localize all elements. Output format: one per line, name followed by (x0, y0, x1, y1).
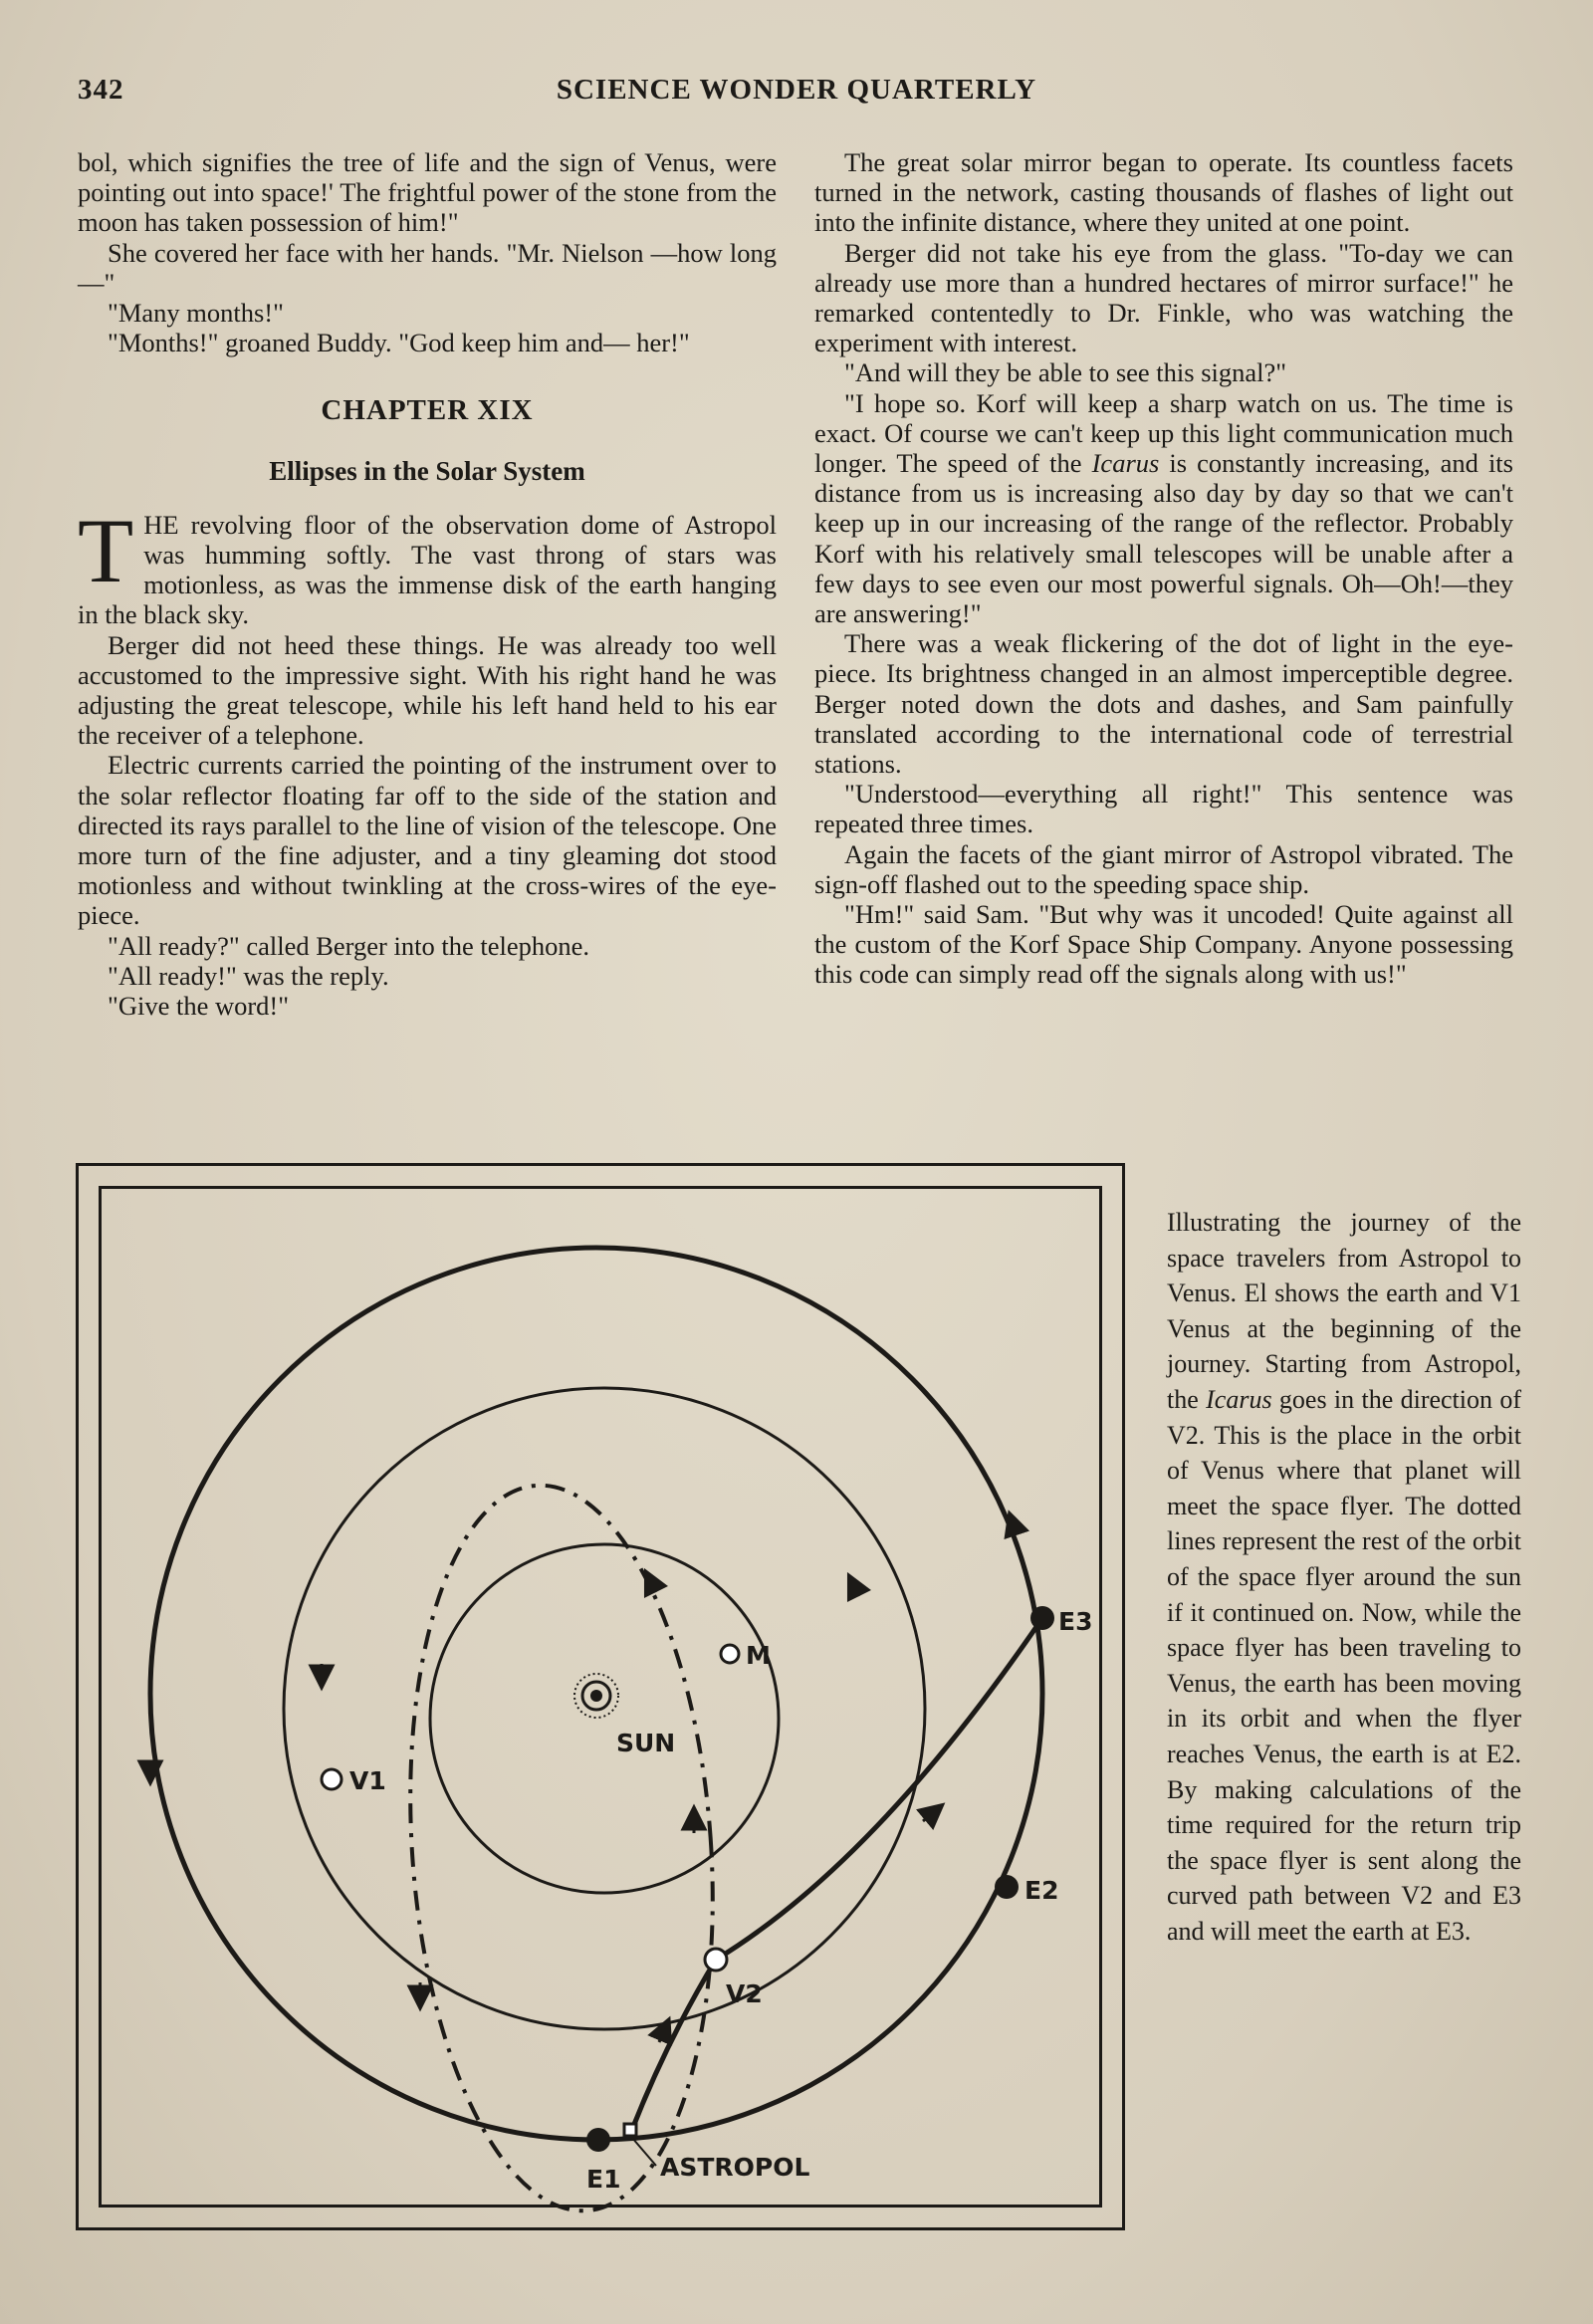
page-number: 342 (78, 74, 124, 106)
earth-start-label: E1 (586, 2165, 621, 2194)
diagram-caption (1167, 1205, 1521, 1949)
earth-mid-marker (995, 1875, 1019, 1899)
ship-name: Icarus (1206, 1384, 1272, 1414)
outbound-path-arrow (659, 2028, 665, 2042)
opening-text: HE revolving floor of the observation dome of Astropol was humming softly. The vast throng of stars was motionless, as was the immense disk of the earth hanging in the black sky. (78, 509, 777, 630)
caption-text: goes in the direction of V2. This is the place in the orbit of Venus where that planet will meet the space flyer. The dotted lines represent the rest of the orbit of the space flyer around the sun if it continued on. Now, while the space flyer has been traveling to Venus, the earth has been moving in its orbit and when the flyer reaches Venus, the earth is at E2. By making calculations of the time required for the return trip the space flyer is sent along the curved path between V2 and E3 and will meet the earth at E3. (1167, 1384, 1522, 1946)
astropol-label: ASTROPOL (660, 2153, 810, 2182)
paragraph: "Months!" groaned Buddy. "God keep him and— her!" (108, 328, 690, 358)
paragraph: Electric currents carried the pointing of the instrument over to the solar reflector floating far off to the side of the station and directed its rays parallel to the line of vision of the telescope. One more turn of the fine adjuster, and a tiny gleaming dot stood motionless and without twinkling at the cross-wires of the eye-piece. (78, 750, 777, 931)
left-column (78, 147, 777, 1021)
text-run: "I hope so. Korf will keep a sharp watch on us. The time is exact. Of course we can't keep up this light communication much longer. The speed of the (814, 387, 1513, 479)
orbit-diagram-frame (76, 1163, 1125, 2230)
ship-name: Icarus (1091, 448, 1160, 479)
venus-start-label: V1 (349, 1766, 386, 1795)
sun-core (590, 1690, 602, 1702)
paragraph: The great solar mirror began to operate. Its countless facets turned in the network, casting thousands of flashes of light out into the infinite distance, where they united at one point. (814, 147, 1513, 238)
venus-meet-label: V2 (726, 1979, 763, 2008)
astropol-leader (632, 2138, 656, 2166)
text-run: is constantly increasing, and its distance from us is increasing also day by day so that we can't keep up in our increasing of the range of the reflector. Probably Korf with his relatively small telescopes will be unable after a few days to see even our most powerful signals. Oh—Oh!—they are answering!" (814, 448, 1513, 629)
chapter-title: CHAPTER XIX (321, 394, 534, 427)
paragraph: She covered her face with her hands. "Mr. Nielson —how long—" (78, 237, 777, 298)
venus-start-marker (322, 1769, 341, 1789)
running-head: SCIENCE WONDER QUARTERLY (556, 74, 1037, 106)
earth-start-marker (586, 2128, 610, 2152)
venus-meet-marker (705, 1949, 727, 1971)
return-path-arrow (923, 1811, 935, 1821)
earth-mid-label: E2 (1024, 1876, 1059, 1905)
mars-marker (721, 1645, 739, 1663)
paragraph: "Understood—everything all right!" This sentence was repeated three times. (814, 779, 1513, 839)
astropol-marker (624, 2124, 636, 2136)
outbound-path (631, 1960, 716, 2132)
paragraph: Again the facets of the giant mirror of Astropol vibrated. The sign-off flashed out to the speeding space ship. (814, 838, 1513, 899)
paragraph: Berger did not take his eye from the glass. "To-day we can already use more than a hundred hectares of mirror surface!" he remarked contentedly to Dr. Finkle, who was watching the experiment with interest. (814, 237, 1513, 358)
earth-end-marker (1030, 1606, 1054, 1630)
paragraph: "All ready!" was the reply. (108, 960, 389, 991)
right-column (814, 147, 1513, 990)
paragraph: Berger did not heed these things. He was already too well accustomed to the impressive sight. With his right hand he was adjusting the great telescope, while his left hand held to his ear the receiver of a telephone. (78, 629, 777, 751)
paragraph: There was a weak flickering of the dot of light in the eye-piece. Its brightness changed in an almost imperceptible degree. Berger noted down the dots and dashes, and Sam painfully translated according to the international code of terrestrial stations. (814, 628, 1513, 780)
paragraph: "And will they be able to see this signal?" (844, 357, 1287, 388)
mars-label: M (746, 1641, 771, 1670)
earth-end-label: E3 (1058, 1607, 1093, 1636)
paragraph: "Many months!" (108, 298, 284, 329)
opening-paragraph (78, 499, 777, 630)
chapter-subtitle: Ellipses in the Solar System (269, 455, 585, 486)
inner-orbit (430, 1544, 779, 1893)
venus-orbit-arrow (853, 1584, 859, 1596)
caption-text: Illustrating the journey of the space travelers from Astropol to Venus. El shows the earth and V1 Venus at the beginning of the journey. Starting from Astropol, the (1167, 1208, 1521, 1414)
paragraph: "All ready?" called Berger into the telephone. (108, 930, 589, 961)
paragraph: "Give the word!" (108, 991, 290, 1022)
paragraph: "Hm!" said Sam. "But why was it uncoded! Quite against all the custom of the Korf Space Ship Company. Anyone possessing this code can simply read off the signals along with us!" (814, 899, 1513, 990)
paragraph (814, 388, 1513, 629)
sun-label: SUN (616, 1729, 676, 1757)
drop-cap: T (78, 499, 134, 601)
orbit-diagram (79, 1166, 1122, 2227)
paragraph: bol, which signifies the tree of life and the sign of Venus, were pointing out into space!' The frightful power of the stone from the moon has taken possession of him!" (78, 147, 777, 238)
